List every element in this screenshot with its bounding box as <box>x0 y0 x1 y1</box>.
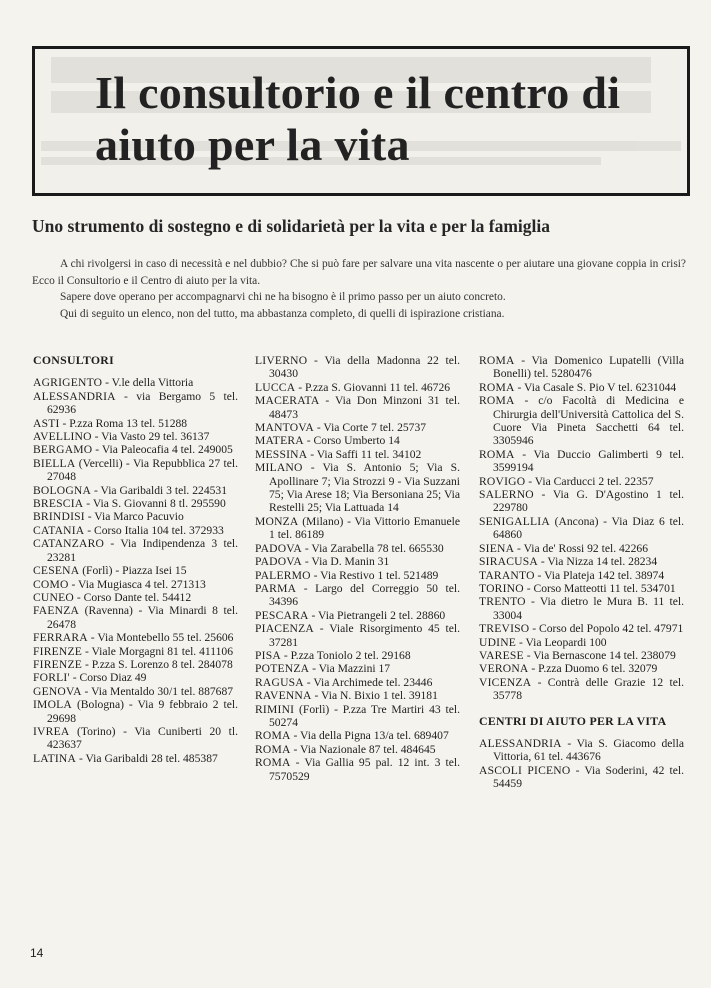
entry-city: AVELLINO <box>33 430 92 444</box>
entry-city: MONZA <box>255 514 299 528</box>
entry-city: PIACENZA <box>255 622 314 636</box>
directory-entry <box>479 737 684 764</box>
directory-entry <box>33 725 238 752</box>
entry-address: - via Bergamo 5 tel. 62936 <box>47 389 238 417</box>
directory-entry <box>33 390 238 417</box>
directory-entry <box>33 685 238 698</box>
entry-address: - Corso Italia 104 tel. 372933 <box>84 523 224 537</box>
entry-address: - Corso Dante tel. 54412 <box>73 590 192 604</box>
directory-entry <box>255 622 460 649</box>
entry-city: SENIGALLIA <box>479 514 550 528</box>
entry-address: - Via Casale S. Pio V tel. 6231044 <box>514 380 677 394</box>
entry-address: - V.le della Vittoria <box>102 376 194 390</box>
directory-column-1 <box>33 354 238 765</box>
entry-address: - Via Domenico Lupatelli (Villa Bonelli) tel. 5280476 <box>493 354 684 381</box>
entry-address: - Via Gallia 95 pal. 12 int. 3 tel. 7570529 <box>269 756 460 783</box>
entry-address: - Via Bernascone 14 tel. 238079 <box>523 648 676 662</box>
entry-city: BRINDISI <box>33 510 85 524</box>
entry-city: POTENZA <box>255 662 310 676</box>
entry-address: - P.zza S. Lorenzo 8 tel. 284078 <box>82 657 233 671</box>
directory-entry <box>33 510 238 523</box>
directory-entry <box>479 555 684 568</box>
directory-entry <box>479 542 684 555</box>
intro-paragraph: A chi rivolgersi in caso di necessità e nel dubbio? Che si può fare per salvare una vita nascente o per aiutare una giovane coppia in crisi? Ecco il Consultorio e il Centro di aiuto per la vita. <box>32 258 686 287</box>
entry-city: ROMA <box>479 354 515 367</box>
entry-city: FIRENZE <box>33 657 83 671</box>
entry-address: - Via Marco Pacuvio <box>84 510 184 524</box>
entry-city: RAVENNA <box>255 689 312 703</box>
entry-city: MANTOVA <box>255 421 314 435</box>
entry-city: ROMA <box>479 380 515 394</box>
entry-address: (Forlì) - P.zza Tre Martiri 43 tel. 50274 <box>269 702 460 729</box>
directory-entry <box>255 676 460 689</box>
entry-address: - Via de' Rossi 92 tel. 42266 <box>514 541 648 555</box>
entry-city: UDINE <box>479 635 517 649</box>
entry-city: IVREA <box>33 724 70 738</box>
entry-address: - Contrà delle Grazie 12 tel. 35778 <box>493 675 684 703</box>
entry-city: IMOLA <box>33 698 72 712</box>
directory-entry <box>255 569 460 582</box>
page-subtitle: Uno strumento di sostegno e di solidarietà per la vita e per la famiglia <box>32 216 551 236</box>
entry-address: - Via D. Manin 31 <box>301 555 390 569</box>
entry-city: CATANIA <box>33 523 85 537</box>
directory-entry <box>479 381 684 394</box>
entry-city: TARANTO <box>479 568 535 582</box>
directory-entry <box>255 394 460 421</box>
entry-city: MILANO <box>255 461 303 475</box>
entry-city: VERONA <box>479 662 529 676</box>
directory-entry <box>255 354 460 381</box>
directory-entry <box>255 729 460 742</box>
entry-address: - Via Duccio Galimberti 9 tel. 3599194 <box>493 447 684 475</box>
entry-address: (Torino) - Via Cuniberti 20 tl. 423637 <box>47 724 238 752</box>
directory-entry <box>479 448 684 475</box>
entry-city: COMO <box>33 577 69 591</box>
entry-address: - Corso Diaz 49 <box>69 671 147 685</box>
directory-entry <box>479 394 684 448</box>
entry-city: ROVIGO <box>479 474 526 488</box>
directory-entry <box>33 631 238 644</box>
directory-entry <box>33 430 238 443</box>
entry-address: - Via dietro le Mura B. 11 tel. 33004 <box>493 595 684 622</box>
directory-entry <box>33 671 238 684</box>
entry-city: CESENA <box>33 564 80 578</box>
directory-entry <box>255 582 460 609</box>
directory-entry <box>33 591 238 604</box>
entry-address: - Via Zarabella 78 tel. 665530 <box>301 541 444 555</box>
entry-address: - Via S. Antonio 5; Via S. Apollinare 7; Via Strozzi 9 - Via Suzzani 75; Via Arese 18; Via Bersoniana 25; Via Restelli 25; Via Lattuada 14 <box>269 461 460 515</box>
entry-city: RAGUSA <box>255 675 304 689</box>
entry-address: (Milano) - Via Vittorio Emanuele 1 tel. 86189 <box>269 514 460 542</box>
entry-city: ROMA <box>255 742 291 756</box>
directory-entry <box>255 381 460 394</box>
entry-city: MACERATA <box>255 394 320 408</box>
directory-entry <box>255 743 460 756</box>
entry-city: SALERNO <box>479 488 534 502</box>
directory-entry <box>479 636 684 649</box>
entry-city: PISA <box>255 648 281 662</box>
entry-address: - Corso del Popolo 42 tel. 47971 <box>529 622 684 636</box>
directory-entry <box>255 434 460 447</box>
entry-address: - P.zza Duomo 6 tel. 32079 <box>528 662 658 676</box>
directory-entry <box>479 515 684 542</box>
entry-city: FAENZA <box>33 604 80 618</box>
directory-entry <box>33 417 238 430</box>
directory-entry <box>33 484 238 497</box>
entry-address: - Via Corte 7 tel. 25737 <box>313 421 427 435</box>
directory-entry <box>255 515 460 542</box>
entry-address: - Largo del Correggio 50 tel. 34396 <box>269 581 460 609</box>
directory-entry <box>33 604 238 631</box>
entry-address: - Via della Madonna 22 tel. 30430 <box>269 354 460 381</box>
entry-city: FORLI' <box>33 671 70 685</box>
entry-city: PARMA <box>255 581 297 595</box>
entry-address: - Via Indipendenza 3 tel. 23281 <box>47 537 238 564</box>
entry-city: VICENZA <box>479 675 532 689</box>
entry-address: - Via Plateja 142 tel. 38974 <box>534 568 665 582</box>
entry-city: PALERMO <box>255 568 311 582</box>
directory-entry <box>255 461 460 515</box>
entry-city: LIVERNO <box>255 354 308 367</box>
entry-city: VARESE <box>479 648 524 662</box>
entry-address: - Viale Risorgimento 45 tel. 37281 <box>269 622 460 649</box>
directory-entry <box>33 537 238 564</box>
entry-city: BRESCIA <box>33 497 84 511</box>
entry-city: FERRARA <box>33 631 88 645</box>
entry-address: (Forlì) - Piazza Isei 15 <box>79 564 187 578</box>
directory-entry <box>33 564 238 577</box>
entry-address: - Via Archimede tel. 23446 <box>303 675 433 689</box>
entry-address: - Via Garibaldi 28 tel. 485387 <box>76 751 218 765</box>
directory-entry <box>255 649 460 662</box>
entry-address: - Via Montebello 55 tel. 25606 <box>87 631 234 645</box>
entry-address: - Via Vasto 29 tel. 36137 <box>91 430 210 444</box>
directory-entry <box>479 662 684 675</box>
directory-entry <box>479 582 684 595</box>
entry-city: AGRIGENTO <box>33 376 103 390</box>
entry-city: MESSINA <box>255 447 308 461</box>
directory-entry <box>479 676 684 703</box>
entry-city: RIMINI <box>255 702 295 716</box>
entry-address: (Bologna) - Via 9 febbraio 2 tel. 29698 <box>47 698 238 725</box>
entry-address: - Via Don Minzoni 31 tel. 48473 <box>269 394 460 421</box>
section-title-consultori: CONSULTORI <box>33 353 115 367</box>
directory-entry <box>255 448 460 461</box>
page-number: 14 <box>30 946 44 960</box>
directory-entry <box>479 569 684 582</box>
entry-address: - P.zza S. Giovanni 11 tel. 46726 <box>295 380 451 394</box>
directory-entry <box>33 443 238 456</box>
entry-address: - Via Mugiasca 4 tel. 271313 <box>68 577 206 591</box>
directory-entry <box>255 703 460 730</box>
entry-city: CATANZARO <box>33 537 105 551</box>
entry-city: TREVISO <box>479 622 530 636</box>
entry-address: (Vercelli) - Via Repubblica 27 tel. 27048 <box>47 456 238 484</box>
section-title-centri: CENTRI DI AIUTO PER LA VITA <box>479 713 667 728</box>
entry-city: LUCCA <box>255 380 296 394</box>
directory-entry <box>33 524 238 537</box>
directory-entry <box>33 457 238 484</box>
directory-entry <box>479 649 684 662</box>
intro-text <box>32 256 686 322</box>
directory-entry <box>255 542 460 555</box>
directory-entry <box>33 658 238 671</box>
entry-address: - Via S. Giacomo della Vittoria, 61 tel. 443676 <box>493 736 684 764</box>
page-title: Il consultorio e il centro di aiuto per la vita <box>95 67 621 170</box>
entry-address: - Via Paleocafia 4 tel. 249005 <box>92 443 233 457</box>
entry-address: - Via Mazzini 17 <box>309 662 391 676</box>
entry-address: - Via Pietrangeli 2 tel. 28860 <box>308 608 446 622</box>
entry-city: SIRACUSA <box>479 555 538 569</box>
entry-city: SIENA <box>479 541 515 555</box>
entry-city: ASTI <box>33 416 60 430</box>
entry-city: ALESSANDRIA <box>33 389 116 403</box>
entry-address: - Via Nizza 14 tel. 28234 <box>537 555 658 569</box>
entry-address: - Via della Pigna 13/a tel. 689407 <box>290 729 449 743</box>
entry-city: BERGAMO <box>33 443 93 457</box>
directory-entry <box>479 622 684 635</box>
entry-address: - Via Mentaldo 30/1 tel. 887687 <box>81 684 234 698</box>
entry-city: ROMA <box>255 729 291 743</box>
entry-city: TORINO <box>479 581 524 595</box>
entry-city: BOLOGNA <box>33 483 92 497</box>
entry-city: PADOVA <box>255 555 302 569</box>
entry-city: TRENTO <box>479 595 526 609</box>
entry-address: - c/o Facoltà di Medicina e Chirurgia dell'Università Cattolica del S. Cuore Via Pineta Sacchetti 64 tel. 3305946 <box>493 394 684 448</box>
entry-address: - Via Saffi 11 tel. 34102 <box>307 447 422 461</box>
directory-entry <box>33 645 238 658</box>
entry-city: PADOVA <box>255 541 302 555</box>
directory-entry <box>479 354 684 381</box>
entry-address: - Corso Umberto 14 <box>303 434 400 448</box>
entry-address: (Ravenna) - Via Minardi 8 tel. 26478 <box>47 604 238 631</box>
entry-city: ALESSANDRIA <box>479 736 562 750</box>
entry-address: - Via N. Bixio 1 tel. 39181 <box>311 689 438 703</box>
directory-entry <box>255 662 460 675</box>
directory-entry <box>255 555 460 568</box>
directory-column-3 <box>479 354 684 791</box>
entry-address: - P.zza Roma 13 tel. 51288 <box>59 416 188 430</box>
entry-city: ROMA <box>479 394 515 408</box>
directory-entry <box>479 475 684 488</box>
directory-entry <box>255 609 460 622</box>
entry-address: - Via Restivo 1 tel. 521489 <box>310 568 439 582</box>
directory-entry <box>255 421 460 434</box>
entry-address: - Via Leopardi 100 <box>516 635 607 649</box>
directory-entry <box>33 578 238 591</box>
directory-column-2 <box>255 354 460 783</box>
intro-paragraph: Qui di seguito un elenco, non del tutto, ma abbastanza completo, di quelli di ispirazione cristiana. <box>60 307 505 320</box>
entry-address: - Via Carducci 2 tel. 22357 <box>525 474 654 488</box>
entry-address: - Viale Morgagni 81 tel. 411106 <box>82 644 234 658</box>
directory-entry <box>33 497 238 510</box>
entry-city: ROMA <box>479 447 515 461</box>
entry-city: LATINA <box>33 751 77 765</box>
entry-city: GENOVA <box>33 684 82 698</box>
title-box <box>32 46 690 196</box>
directory-entry <box>255 689 460 702</box>
directory-entry <box>479 488 684 515</box>
directory-entry <box>33 376 238 389</box>
directory-entry <box>33 698 238 725</box>
entry-address: - Via G. D'Agostino 1 tel. 229780 <box>493 488 684 515</box>
directory-entry <box>479 595 684 622</box>
entry-city: BIELLA <box>33 456 76 470</box>
directory-entry <box>33 752 238 765</box>
entry-city: FIRENZE <box>33 644 83 658</box>
entry-address: - Via Soderini, 42 tel. 54459 <box>493 763 684 791</box>
entry-address: - Via Garibaldi 3 tel. 224531 <box>91 483 228 497</box>
entry-city: CUNEO <box>33 590 74 604</box>
entry-address: - Via S. Giovanni 8 tl. 295590 <box>83 497 226 511</box>
directory-entry <box>255 756 460 783</box>
intro-paragraph: Sapere dove operano per accompagnarvi chi ne ha bisogno è il primo passo per un aiuto concreto. <box>60 291 506 303</box>
entry-city: MATERA <box>255 434 304 448</box>
entry-city: PESCARA <box>255 608 309 622</box>
entry-address: - Corso Matteotti 11 tel. 534701 <box>523 581 676 595</box>
entry-address: (Ancona) - Via Diaz 6 tel. 64860 <box>493 514 684 542</box>
entry-city: ROMA <box>255 756 291 770</box>
directory-columns <box>33 354 688 940</box>
entry-address: - P.zza Toniolo 2 tel. 29168 <box>280 648 411 662</box>
directory-entry <box>479 764 684 791</box>
entry-address: - Via Nazionale 87 tel. 484645 <box>290 742 436 756</box>
entry-city: ASCOLI PICENO <box>479 763 571 777</box>
